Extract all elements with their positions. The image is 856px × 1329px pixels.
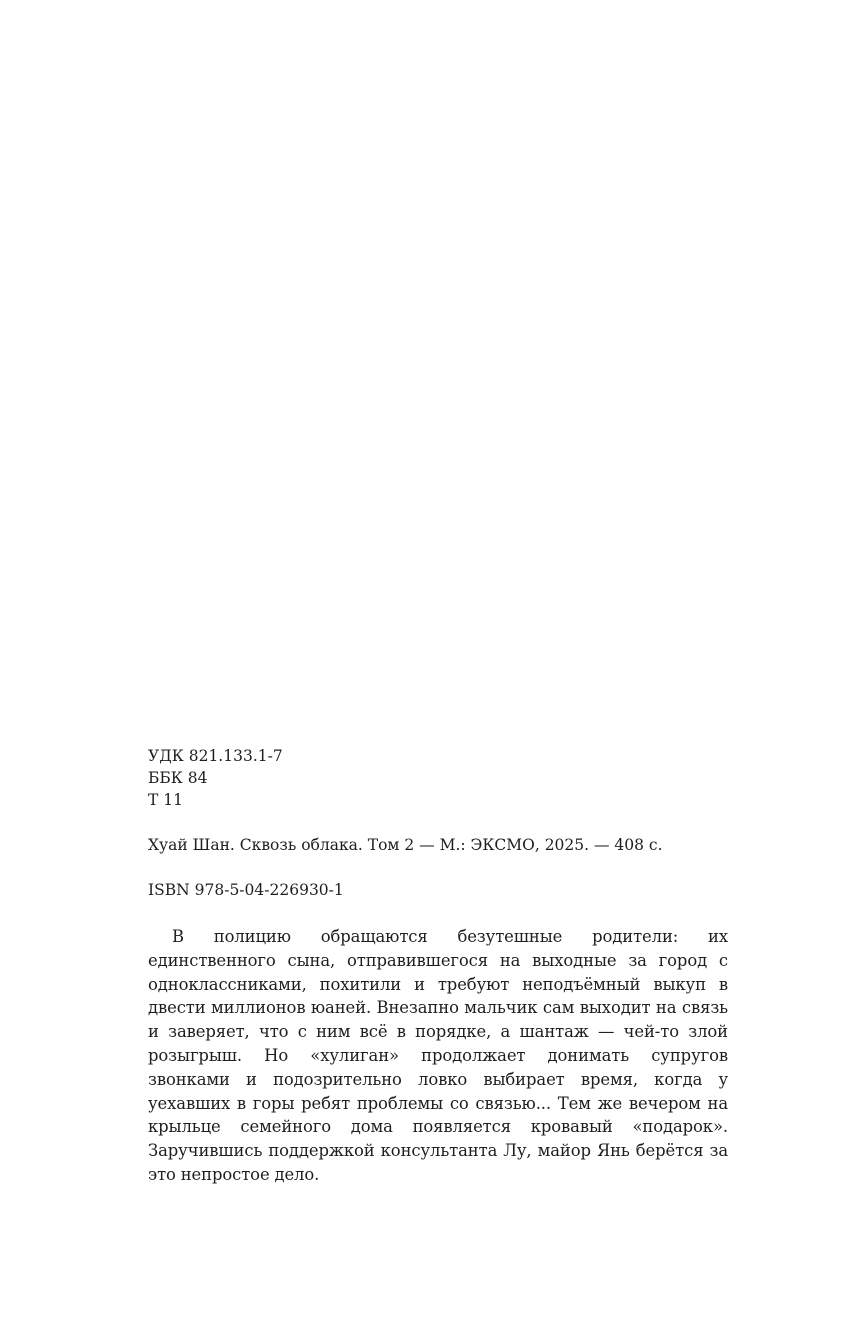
author-mark: Т 11: [148, 791, 183, 809]
udk-code: УДК 821.133.1-7: [148, 747, 283, 765]
bbk-code: ББК 84: [148, 769, 208, 787]
isbn: ISBN 978-5-04-226930-1: [148, 881, 344, 899]
classification-codes: [148, 745, 728, 811]
bibliographic-citation: Хуай Шан. Сквозь облака. Том 2 — М.: ЭКСМО, 2025. — 408 с.: [148, 836, 663, 854]
annotation-paragraph: В полицию обращаются безутешные родители: их единственного сына, отправившегося на выходные за город с одноклассниками, похитили и требуют неподъёмный выкуп в двести миллионов юаней. Внезапно мальчик сам выходит на связь и заверяет, что с ним всё в порядке, а шантаж — чей-то злой розыгрыш. Но «хулиган» продолжает донимать супругов звонками и подозрительно ловко выбирает время, когда у уехавших в горы ребят проблемы со связью... Тем же вечером на крыльце семейного дома появляется кровавый «подарок». Заручившись поддержкой консультанта Лу, майор Янь берётся за это непростое дело.: [148, 927, 728, 1184]
imprint-block: [148, 745, 728, 901]
